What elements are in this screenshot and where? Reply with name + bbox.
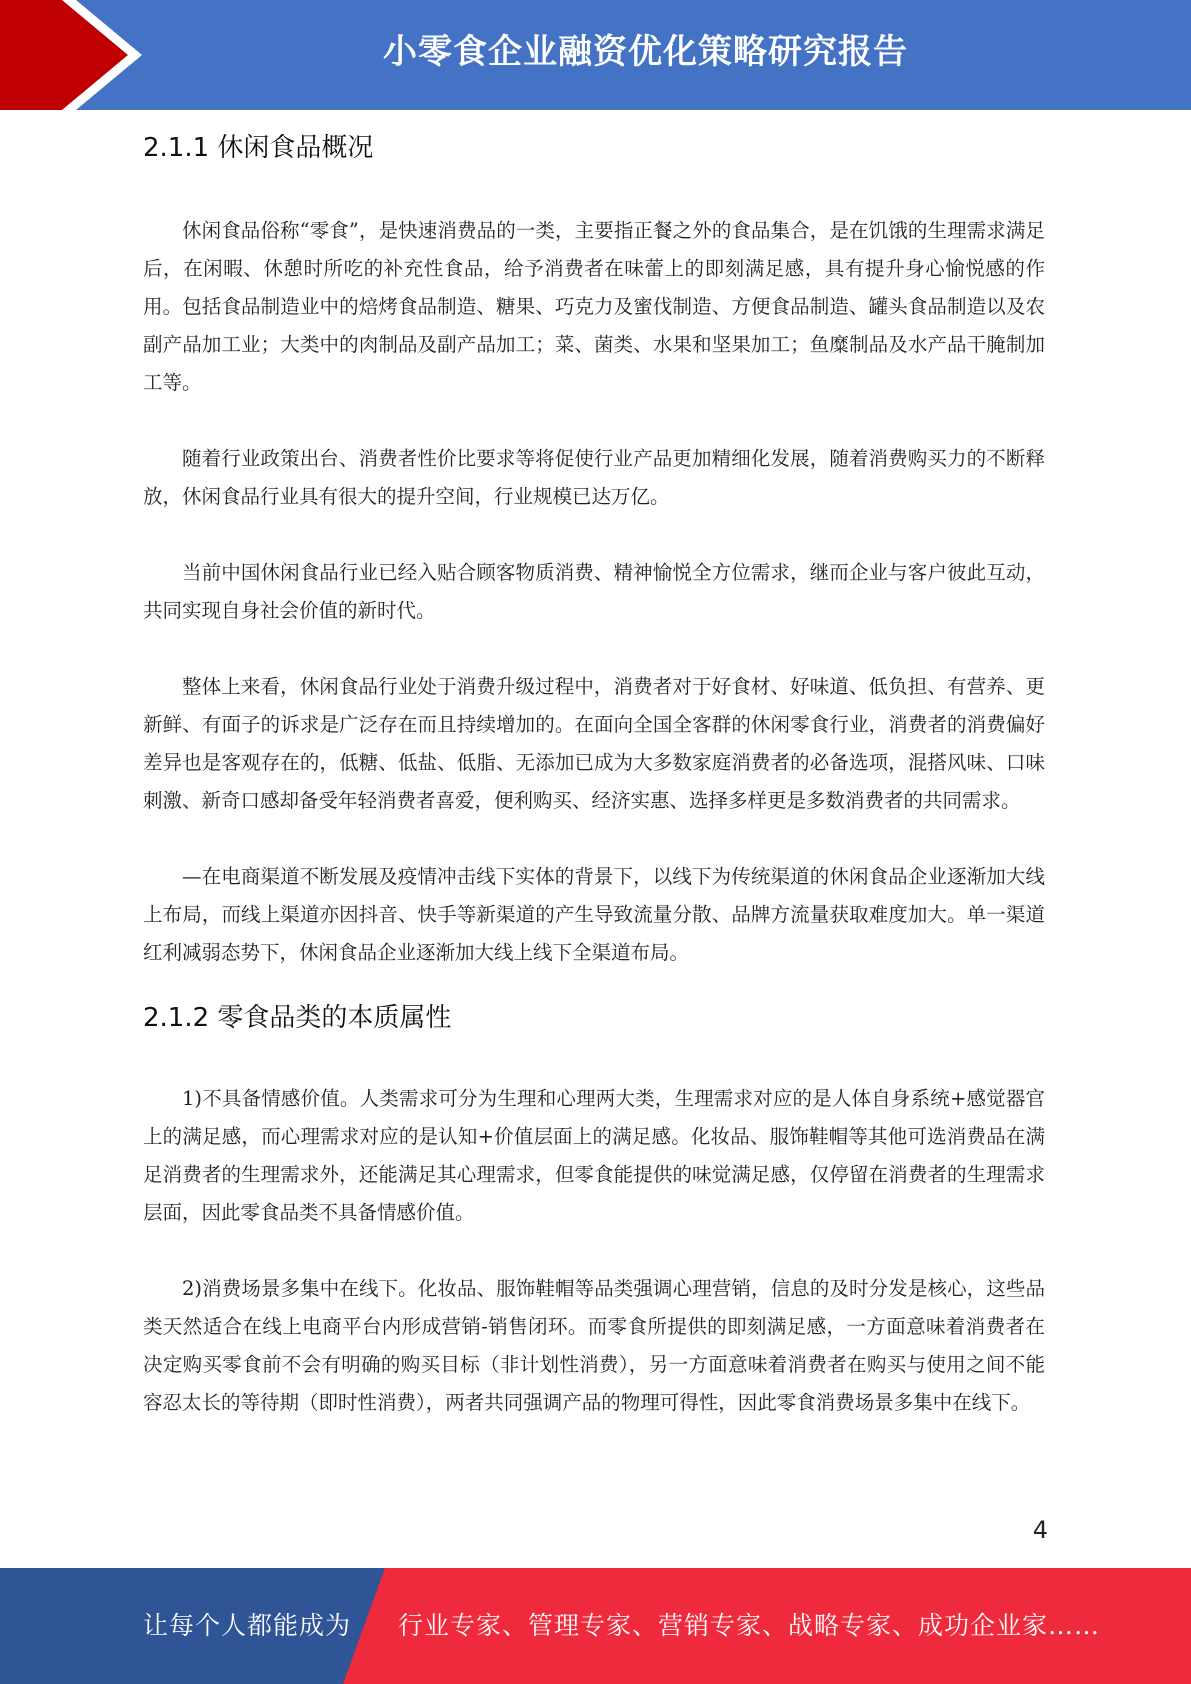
paragraph: 休闲食品俗称“零食”，是快速消费品的一类，主要指正餐之外的食品集合，是在饥饿的生理需求满足后，在闲暇、休憩时所吃的补充性食品，给予消费者在味蕾上的即刻满足感，具有提升身心愉悦感的作用。包括食品制造业中的焙烤食品制造、糖果、巧克力及蜜伐制造、方便食品制造、罐头食品制造以及农副产品加工业；大类中的肉制品及副产品加工；菜、菌类、水果和坚果加工；鱼糜制品及水产品干腌制加工等。	[143, 219, 1045, 394]
paragraph: 当前中国休闲食品行业已经入贴合顾客物质消费、精神愉悦全方位需求，继而企业与客户彼此互动，共同实现自身社会价值的新时代。	[143, 561, 1045, 622]
section-heading-2-1-1: 2.1.1 休闲食品概况	[143, 133, 374, 163]
paragraph: —在电商渠道不断发展及疫情冲击线下实体的背景下，以线下为传统渠道的休闲食品企业逐渐加大线上布局，而线上渠道亦因抖音、快手等新渠道的产生导致流量分散、品牌方流量获取难度加大。单一渠道红利减弱态势下，休闲食品企业逐渐加大线上线下全渠道布局。	[143, 865, 1045, 964]
section-heading-2-1-2: 2.1.2 零食品类的本质属性	[143, 1003, 452, 1033]
header-chevron-icon	[0, 0, 160, 110]
page-header	[0, 0, 1191, 110]
document-body	[143, 128, 1045, 1422]
page-footer	[0, 1568, 1191, 1684]
paragraph: 随着行业政策出台、消费者性价比要求等将促使行业产品更加精细化发展，随着消费购买力的不断释放，休闲食品行业具有很大的提升空间，行业规模已达万亿。	[143, 447, 1045, 508]
paragraph: 1)不具备情感价值。人类需求可分为生理和心理两大类，生理需求对应的是人体自身系统+感觉器官上的满足感，而心理需求对应的是认知+价值层面上的满足感。化妆品、服饰鞋帽等其他可选消费品在满足消费者的生理需求外，还能满足其心理需求，但零食能提供的味觉满足感，仅停留在消费者的生理需求层面，因此零食品类不具备情感价值。	[143, 1087, 1045, 1224]
footer-slogan-right: 行业专家、管理专家、营销专家、战略专家、成功企业家……	[398, 1611, 1101, 1640]
paragraph: 整体上来看，休闲食品行业处于消费升级过程中，消费者对于好食材、好味道、低负担、有营养、更新鲜、有面子的诉求是广泛存在而且持续增加的。在面向全国全客群的休闲零食行业，消费者的消费偏好差异也是客观存在的，低糖、低盐、低脂、无添加已成为大多数家庭消费者的必备选项，混搭风味、口味刺激、新奇口感却备受年轻消费者喜爱，便利购买、经济实惠、选择多样更是多数消费者的共同需求。	[143, 675, 1045, 812]
paragraph: 2)消费场景多集中在线下。化妆品、服饰鞋帽等品类强调心理营销，信息的及时分发是核心，这些品类天然适合在线上电商平台内形成营销-销售闭环。而零食所提供的即刻满足感，一方面意味着消费者在决定购买零食前不会有明确的购买目标（非计划性消费），另一方面意味着消费者在购买与使用之间不能容忍太长的等待期（即时性消费），两者共同强调产品的物理可得性，因此零食消费场景多集中在线下。	[143, 1277, 1045, 1414]
page-number: 4	[1032, 1516, 1048, 1544]
footer-slogan-left: 让每个人都能成为	[143, 1611, 352, 1640]
header-title: 小零食企业融资优化策略研究报告	[383, 32, 908, 72]
